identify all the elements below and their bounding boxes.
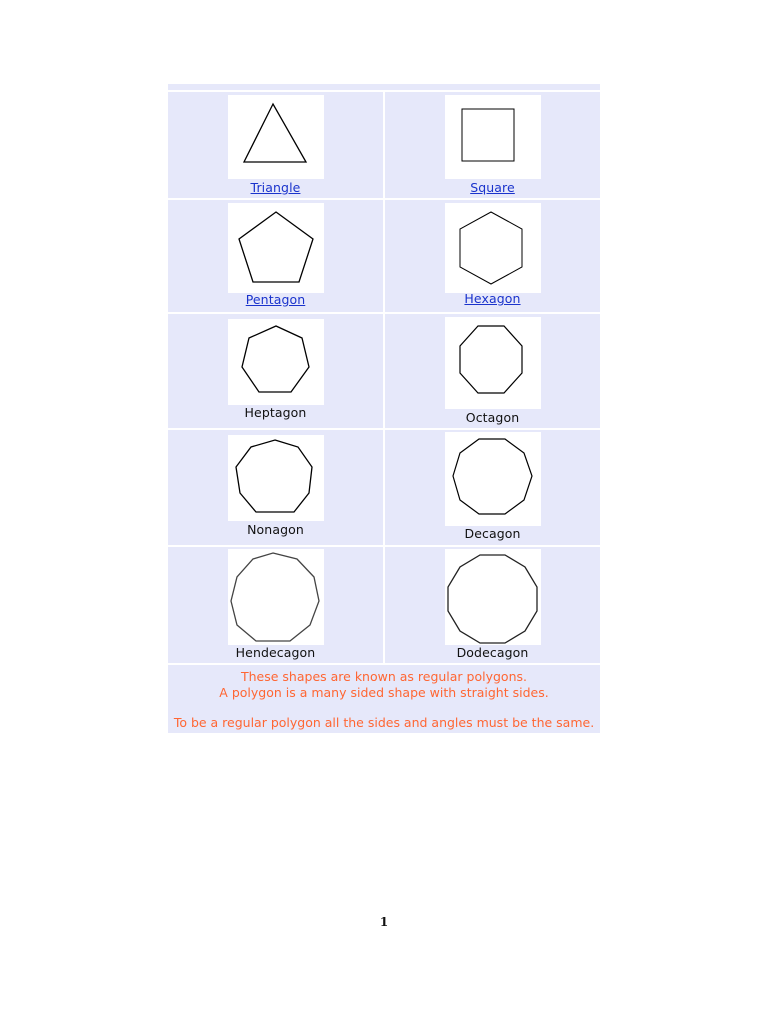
triangle-link[interactable]: Triangle xyxy=(250,180,301,195)
table-row xyxy=(168,430,600,547)
heptagon-icon xyxy=(228,319,324,405)
hendecagon-label: Hendecagon xyxy=(235,645,316,660)
octagon-icon xyxy=(445,317,541,409)
table-cell xyxy=(385,430,600,545)
table-top-strip xyxy=(168,84,600,92)
table-row xyxy=(168,92,600,200)
hexagon-icon xyxy=(445,203,541,293)
table-row xyxy=(168,200,600,314)
dodecagon-label: Dodecagon xyxy=(456,645,529,660)
dodecagon-icon xyxy=(445,549,541,645)
square-link[interactable]: Square xyxy=(470,180,515,195)
table-cell xyxy=(385,200,600,312)
polygon-table xyxy=(168,84,600,733)
triangle-icon xyxy=(228,95,324,179)
hexagon-link[interactable]: Hexagon xyxy=(464,291,521,306)
note-line-3: To be a regular polygon all the sides and angles must be the same. xyxy=(173,715,595,730)
decagon-label: Decagon xyxy=(464,526,521,541)
decagon-icon xyxy=(445,432,541,526)
table-cell xyxy=(168,92,385,198)
nonagon-icon xyxy=(228,435,324,521)
table-cell xyxy=(168,314,385,428)
table-cell xyxy=(168,430,385,545)
note-line-2: A polygon is a many sided shape with straight sides. xyxy=(219,685,549,700)
table-cell xyxy=(385,92,600,198)
pentagon-icon xyxy=(228,203,324,293)
pentagon-link[interactable]: Pentagon xyxy=(245,292,306,307)
table-cell xyxy=(385,314,600,428)
table-row xyxy=(168,314,600,430)
table-cell xyxy=(385,547,600,663)
table-cell xyxy=(168,547,385,663)
note-line-1: These shapes are known as regular polygons. xyxy=(241,669,527,684)
hendecagon-icon xyxy=(228,549,324,645)
nonagon-label: Nonagon xyxy=(247,522,304,537)
octagon-label: Octagon xyxy=(465,410,520,425)
regular-polygon-note xyxy=(168,665,600,733)
note-spacer xyxy=(168,701,600,715)
table-row xyxy=(168,547,600,665)
square-icon xyxy=(445,95,541,179)
table-cell xyxy=(168,200,385,312)
page-number: 1 xyxy=(379,915,389,929)
heptagon-label: Heptagon xyxy=(244,405,307,420)
